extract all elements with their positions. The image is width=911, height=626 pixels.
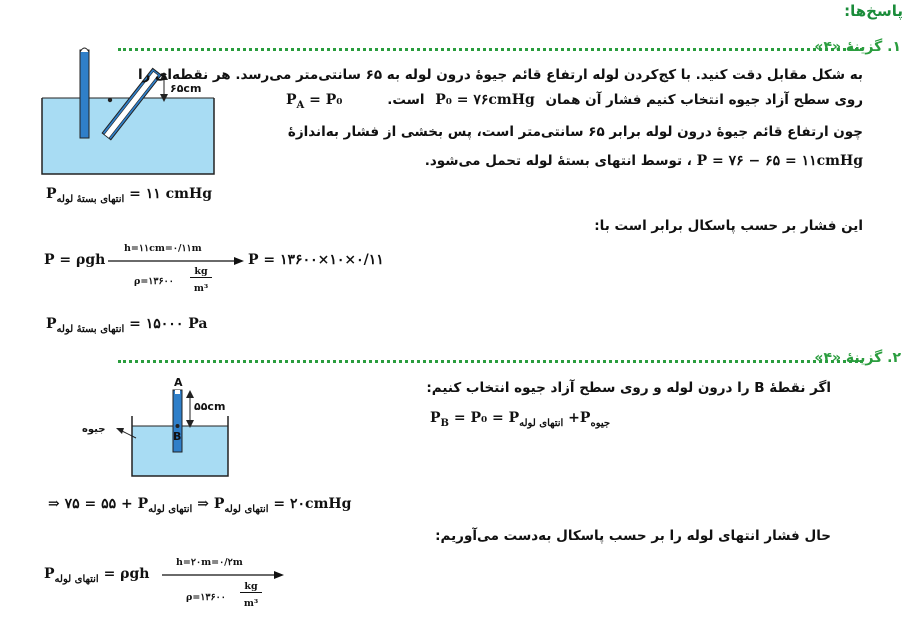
q1-result-cmhg: $P_{انتهای بستهٔ لوله}$ = ۱۱ cmHg [46, 186, 213, 205]
q2-calc-cmhg: ⇒ ۷۵ = ۵۵ + $P_{انتهای لوله}$ ⇒ $P_{انتهای لوله}$ = ۲۰cmHg [48, 496, 352, 515]
q1-line2-p0: P₀ = ۷۶cmHg [435, 92, 535, 108]
q1-calc-condition-h: h=۱۱cm=۰/۱۱m [124, 243, 202, 254]
q2-liquid-label: جیوه [82, 424, 106, 435]
q1-vertical-tube-top [80, 48, 89, 52]
q1-text-line-4 [425, 153, 863, 169]
q1-height-label: ۶۵cm [170, 82, 202, 95]
q1-pascal-text: این فشار بر حسب پاسکال برابر است با: [594, 218, 863, 234]
q2-pascal-text: حال فشار انتهای لوله را بر حسب پاسکال به‌دست می‌آوریم: [435, 528, 831, 544]
q2-option-label: ۲. گزینهٔ «۴» [814, 350, 901, 366]
q1-line4-text: ، توسط انتهای بستهٔ لوله تحمل می‌شود. [424, 153, 692, 169]
q2-final-left: $P_{انتهای لوله} = \rho gh$ [44, 566, 150, 585]
q1-vertical-tube [80, 50, 89, 138]
q2-pb-equation: $P_B = P_0 = P_{انتهای لوله} +P_{جیوه}$ [430, 410, 611, 429]
q2-point-b-label: B [173, 430, 182, 443]
q2-vertical-tube-figure [78, 372, 238, 480]
q2-final-condition-rho: ρ=۱۳۶۰۰ [186, 592, 226, 603]
q2-point-b [176, 424, 180, 428]
q1-text-line-1: به شکل مقابل دقت کنید. با کج‌کردن لوله ارتفاع قائم جیوهٔ درون لوله به ۶۵ سانتی‌متر می‌رسد. هر نقطه‌ای را [137, 67, 863, 83]
q1-dotted-divider [118, 48, 863, 51]
q1-calc-unit-numerator: kg [190, 266, 212, 278]
q2-final-condition-h: h=۲۰m=۰/۲m [176, 557, 243, 568]
q2-point-a-label: A [174, 376, 183, 389]
q1-point-a [108, 98, 112, 102]
q1-calc-condition-rho: ρ=۱۳۶۰۰ [134, 276, 174, 287]
q2-height-label: ۵۵cm [194, 400, 226, 413]
answers-heading: پاسخ‌ها: [844, 2, 903, 20]
q2-dotted-divider [118, 360, 863, 363]
q1-calc-left: P = ρgh [44, 252, 106, 268]
q1-tilted-tube-figure [38, 42, 218, 180]
q1-line2-end: است. [387, 92, 425, 108]
q1-text-line-2 [387, 92, 863, 108]
q2-final-unit-numerator: kg [240, 581, 262, 593]
q2-final-arrow [160, 566, 286, 584]
q1-line4-equation: P = ۷۶ − ۶۵ = ۱۱cmHg [696, 153, 863, 169]
q1-calc-right: P = ۱۳۶۰۰×۱۰×۰/۱۱ [248, 252, 384, 268]
q1-result-pascal: $P_{انتهای بستهٔ لوله}$ = ۱۵۰۰۰ Pa [46, 316, 208, 335]
q1-text-line-3: چون ارتفاع قائم جیوهٔ درون لوله برابر ۶۵ سانتی‌متر است، پس بخشی از فشار به‌اندازهٔ [287, 124, 863, 140]
q1-calc-unit-denominator: m³ [193, 283, 209, 294]
q1-line2-text: روی سطح آزاد جیوه انتخاب کنیم فشار آن همان [545, 92, 863, 108]
q1-calc-arrow [106, 252, 246, 270]
q2-final-unit-denominator: m³ [243, 598, 259, 609]
q1-option-label: ۱. گزینهٔ «۴» [814, 39, 901, 55]
q1-pa-equation: $P_A = P_0$ [286, 92, 343, 111]
q2-text-line-1: اگر نقطهٔ B را درون لوله و روی سطح آزاد جیوه انتخاب کنیم: [426, 380, 831, 396]
